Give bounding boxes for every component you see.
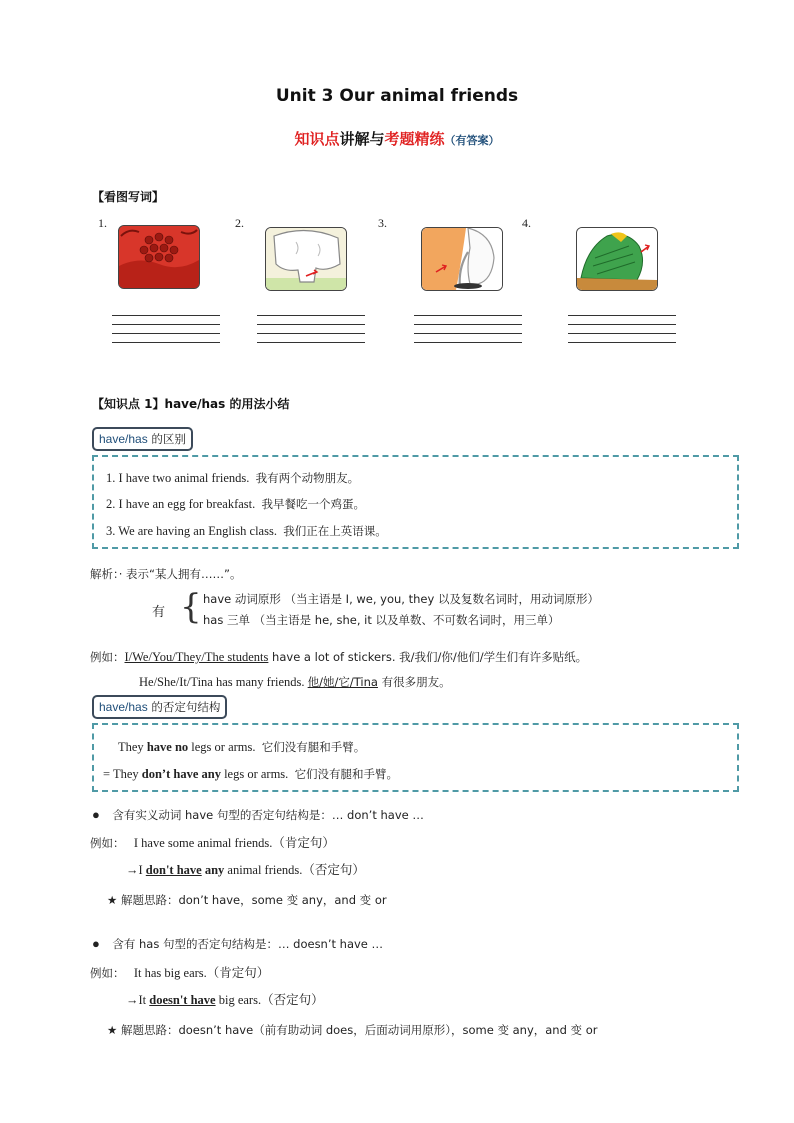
usage-example-1: 例如：I/We/You/They/The students have a lot of stickers. 我/我们/你/他们/学生们有许多贴纸。 — [90, 650, 588, 664]
tail-picture — [421, 227, 503, 291]
answer-note: （有答案） — [444, 134, 500, 147]
usage-example-2: He/She/It/Tina has many friends. 他/她/它/Tina 有很多朋友。 — [139, 675, 451, 689]
page-title: Unit 3 Our animal friends — [275, 86, 519, 106]
bullet-rule-2: ● 含有 has 句型的否定句结构是：… doesn’t have … — [92, 936, 384, 951]
example-a-negative: →I don't have any animal friends.（否定句） — [126, 863, 365, 877]
parrot-wing-picture — [576, 227, 658, 291]
section-tag: have/has 的区别 — [92, 427, 193, 451]
answer-lines[interactable] — [112, 307, 220, 343]
brace: { — [180, 587, 202, 627]
example-b: 例如： It has big ears.（肯定句） — [90, 966, 270, 980]
section-tag: have/has 的否定句结构 — [92, 695, 227, 719]
octopus-suckers-picture — [118, 225, 200, 289]
example-a: 例如： I have some animal friends.（肯定句） — [90, 836, 335, 850]
elephant-leg-picture — [265, 227, 347, 291]
tip-1: ★ 解题思路：don’t have，some 变 any，and 变 or — [107, 893, 387, 907]
have-rule: have 动词原形 （当主语是 I, we, you, they 以及复数名词时，用动词原形） — [203, 592, 599, 606]
example-sentence: 3. We are having an English class. 我们正在上英语课。 — [106, 524, 387, 538]
tip-2: ★ 解题思路：doesn’t have（前有助动词 does，后面动词用原形），some 变 any，and 变 or — [107, 1023, 598, 1037]
you-label: 有 — [152, 605, 166, 620]
answer-lines[interactable] — [414, 307, 522, 343]
example-sentence: 1. I have two animal friends. 我有两个动物朋友。 — [106, 471, 360, 485]
knowledge-point-heading: 【知识点 1】have/has 的用法小结 — [92, 397, 290, 411]
item-number: 1. — [98, 216, 107, 230]
answer-lines[interactable] — [568, 307, 676, 343]
page-subtitle: 知识点讲解与考题精练（有答案） — [294, 130, 500, 148]
example-b-negative: →It doesn't have big ears.（否定句） — [126, 993, 324, 1007]
picture-section-heading: 【看图写词】 — [92, 190, 165, 204]
negative-sentence-1: They have no legs or arms. 它们没有腿和手臂。 — [118, 740, 366, 754]
item-number: 2. — [235, 216, 244, 230]
item-number: 4. — [522, 216, 531, 230]
has-rule: has 三单 （当主语是 he, she, it 以及单数、不可数名词时，用三单） — [203, 613, 560, 627]
analysis: 解析：· 表示“某人拥有……”。 — [90, 567, 242, 581]
answer-lines[interactable] — [257, 307, 365, 343]
negative-sentence-2: = They don’t have any legs or arms. 它们没有腿和手臂。 — [103, 767, 399, 781]
item-number: 3. — [378, 216, 387, 230]
example-sentence: 2. I have an egg for breakfast. 我早餐吃一个鸡蛋。 — [106, 497, 365, 511]
bullet-rule-1: ● 含有实义动词 have 句型的否定句结构是：… don’t have … — [92, 807, 424, 822]
